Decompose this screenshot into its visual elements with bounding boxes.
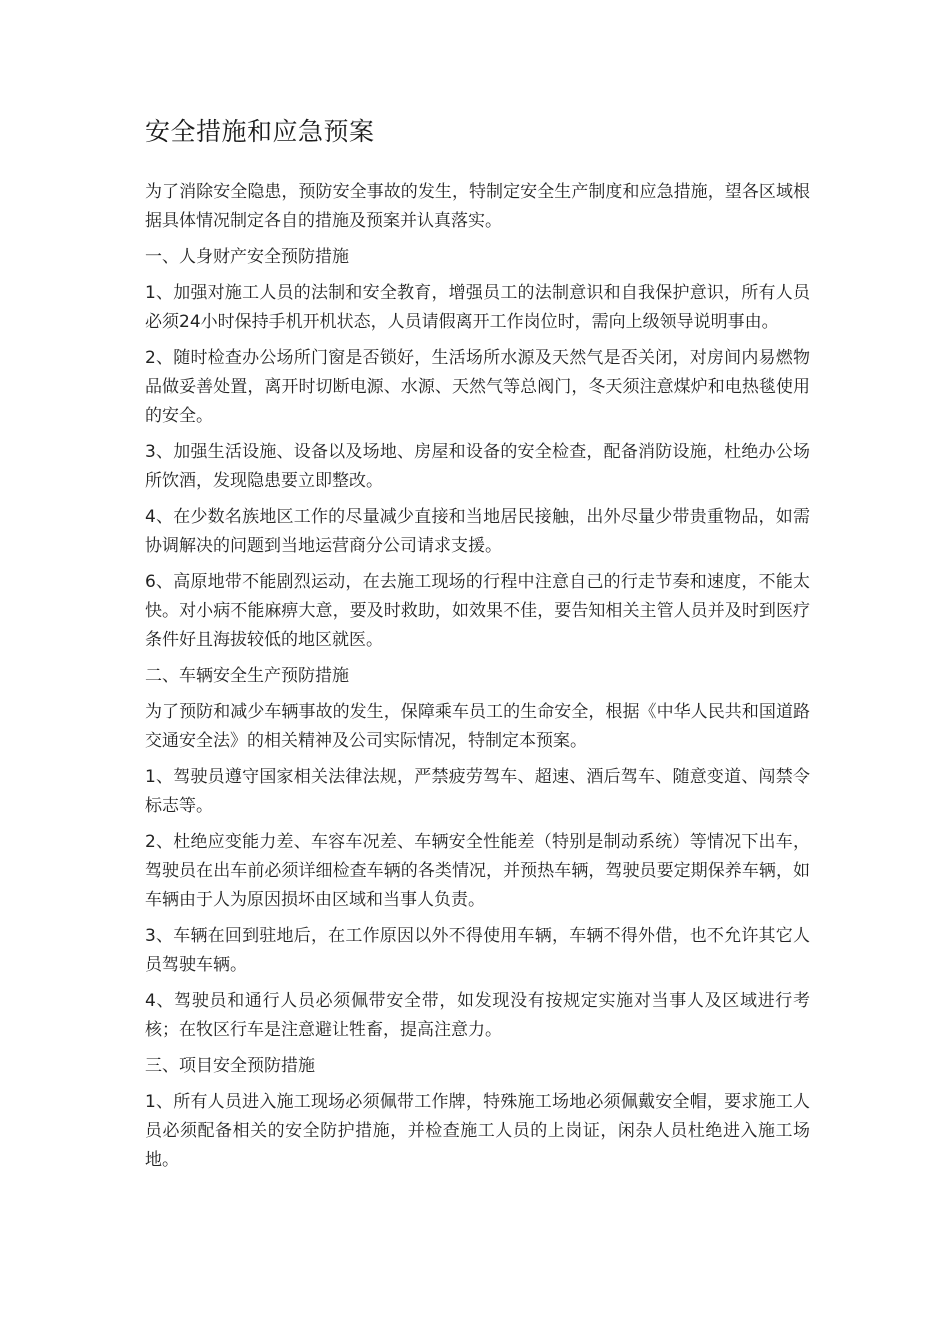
- section-heading-vehicle-safety: 二、车辆安全生产预防措施: [145, 666, 349, 686]
- paragraph-item-2: 2、随时检查办公场所门窗是否锁好，生活场所水源及天然气是否关闭，对房间内易燃物品做妥善处置，离开时切断电源、水源、天然气等总阀门，冬天须注意煤炉和电热毯使用的安全。: [145, 348, 810, 426]
- vehicle-item-1: 1、驾驶员遵守国家相关法律法规，严禁疲劳驾车、超速、酒后驾车、随意变道、闯禁令标志等。: [145, 767, 810, 816]
- intro-paragraph: 为了消除安全隐患，预防安全事故的发生，特制定安全生产制度和应急措施，望各区域根据具体情况制定各自的措施及预案并认真落实。: [145, 182, 810, 231]
- document-page: [145, 112, 810, 1182]
- section-heading-project-safety: 三、项目安全预防措施: [145, 1056, 315, 1076]
- paragraph-item-1: 1、加强对施工人员的法制和安全教育，增强员工的法制意识和自我保护意识，所有人员必须24小时保持手机开机状态，人员请假离开工作岗位时，需向上级领导说明事由。: [145, 283, 810, 332]
- vehicle-intro-paragraph: 为了预防和减少车辆事故的发生，保障乘车员工的生命安全，根据《中华人民共和国道路交通安全法》的相关精神及公司实际情况，特制定本预案。: [145, 702, 810, 751]
- document-title: 安全措施和应急预案: [145, 117, 375, 146]
- paragraph-item-4: 4、在少数名族地区工作的尽量减少直接和当地居民接触，出外尽量少带贵重物品，如需协调解决的问题到当地运营商分公司请求支援。: [145, 507, 810, 556]
- vehicle-item-2: 2、杜绝应变能力差、车容车况差、车辆安全性能差（特别是制动系统）等情况下出车，驾驶员在出车前必须详细检查车辆的各类情况，并预热车辆，驾驶员要定期保养车辆，如车辆由于人为原因损坏由区域和当事人负责。: [145, 832, 810, 910]
- paragraph-item-3: 3、加强生活设施、设备以及场地、房屋和设备的安全检查，配备消防设施，杜绝办公场所饮酒，发现隐患要立即整改。: [145, 442, 810, 491]
- section-heading-personal-safety: 一、人身财产安全预防措施: [145, 247, 349, 267]
- vehicle-item-3: 3、车辆在回到驻地后，在工作原因以外不得使用车辆，车辆不得外借，也不允许其它人员驾驶车辆。: [145, 926, 810, 975]
- paragraph-item-6: 6、高原地带不能剧烈运动，在去施工现场的行程中注意自己的行走节奏和速度，不能太快。对小病不能麻痹大意，要及时救助，如效果不佳，要告知相关主管人员并及时到医疗条件好且海拔较低的地区就医。: [145, 572, 810, 650]
- project-item-1: 1、所有人员进入施工现场必须佩带工作牌，特殊施工场地必须佩戴安全帽，要求施工人员必须配备相关的安全防护措施，并检查施工人员的上岗证，闲杂人员杜绝进入施工场地。: [145, 1092, 810, 1170]
- vehicle-item-4: 4、驾驶员和通行人员必须佩带安全带，如发现没有按规定实施对当事人及区域进行考核；在牧区行车是注意避让牲畜，提高注意力。: [145, 991, 810, 1040]
